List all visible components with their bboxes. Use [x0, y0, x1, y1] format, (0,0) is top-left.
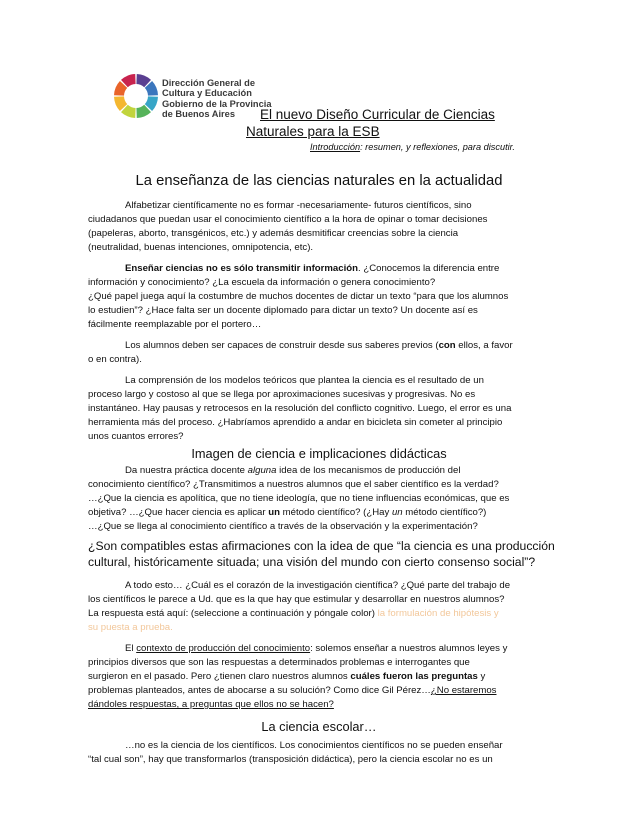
paragraph-line: A todo esto… ¿Cuál es el corazón de la investigación científica? ¿Qué parte del trabajo de	[125, 580, 511, 591]
paragraph-line: principios diversos que son las respuestas a determinados problemas e interrogantes que	[88, 657, 470, 668]
paragraph-line: …no es la ciencia de los científicos. Los conocimientos científicos no se pueden enseñar	[125, 740, 503, 751]
logo-line: Cultura y Educación	[162, 88, 252, 99]
paragraph-line: ciudadanos que puedan usar el conocimiento científico a la hora de opinar o tomar decisiones	[88, 214, 488, 225]
paragraph-line: instantáneo. Hay pausas y retrocesos en la resolución del conflicto cognitivo. Luego, el error es una	[88, 403, 512, 414]
paragraph-line	[125, 464, 460, 477]
text-run: idea de los mecanismos de producción del	[276, 465, 461, 476]
paragraph-line: (neutralidad, buenas intenciones, omnipotencia, etc).	[88, 242, 314, 253]
doc-title-line-1: El nuevo Diseño Curricular de Ciencias	[260, 107, 495, 122]
paragraph-line	[88, 670, 485, 683]
paragraph-line	[88, 684, 496, 697]
paragraph-line: los científicos le parece a Ud. que es la que hay que estimular y desarrollar en nuestros alumnos?	[88, 594, 505, 605]
logo-line: de Buenos Aires	[162, 109, 236, 120]
text-run: ellos, a favor	[455, 340, 513, 351]
paragraph-line: Alfabetizar científicamente no es formar -necesariamente- futuros científicos, sino	[125, 200, 472, 211]
question-line: cultural, históricamente situada; una visión del mundo con cierto consenso social”?	[88, 555, 536, 569]
logo-line: Dirección General de	[162, 78, 256, 88]
text-run: Los alumnos deben ser capaces de construir desde sus saberes previos (	[125, 340, 439, 351]
bold-phrase: cuáles fueron las preguntas	[350, 671, 478, 682]
italic-phrase: un	[391, 507, 403, 518]
paragraph-line	[125, 642, 507, 655]
text-run: La respuesta está aquí: (seleccione a continuación y póngale color)	[88, 608, 375, 619]
paragraph-line: (papeleras, aborto, transgénicos, etc.) y además desmitificar creencias sobre la ciencia	[88, 228, 459, 239]
paragraph-line: unos cuantos errores?	[88, 431, 184, 442]
intro-label: Introducción	[310, 142, 361, 152]
hidden-answer[interactable]: su puesta a prueba.	[88, 622, 173, 633]
paragraph-line: o en contra).	[88, 354, 142, 365]
paragraph-line	[88, 607, 499, 620]
paragraph-line: información y conocimiento? ¿La escuela da información o genera conocimiento?	[88, 277, 436, 288]
text-run: . ¿Conocemos la diferencia entre	[358, 263, 500, 274]
question-line: ¿Son compatibles estas afirmaciones con la idea de que “la ciencia es una producción	[88, 539, 555, 553]
text-run: Da nuestra práctica docente	[125, 465, 248, 476]
bold-phrase: un	[268, 507, 280, 518]
intro-rest: : resumen, y reflexiones, para discutir.	[360, 142, 515, 152]
paragraph-line: proceso largo y costoso al que se llega por aproximaciones sucesivas y progresivas. No es	[88, 389, 476, 400]
paragraph-line: lo estudien”? ¿Hace falta ser un docente diplomado para dictar un texto? Un docente así es	[88, 305, 478, 316]
underlined-phrase: contexto de producción del conocimiento	[136, 643, 311, 654]
text-run: : solemos enseñar a nuestros alumnos leyes y	[310, 643, 508, 654]
section-heading-1: La enseñanza de las ciencias naturales en la actualidad	[135, 173, 503, 189]
logo-line: Gobierno de la Provincia	[162, 98, 272, 109]
paragraph-line: La comprensión de los modelos teóricos que plantea la ciencia es el resultado de un	[125, 375, 484, 386]
intro-line	[310, 142, 515, 152]
paragraph-line	[88, 506, 486, 519]
underlined-phrase: dándoles respuestas, a preguntas que ellos no se hacen?	[88, 699, 334, 710]
italic-phrase: alguna	[247, 465, 277, 476]
section-heading-3: La ciencia escolar…	[261, 719, 377, 734]
paragraph-line: “tal cual son”, hay que transformarlos (transposición didáctica), pero la ciencia escolar no es un	[88, 754, 493, 765]
text-run: método científico?)	[402, 507, 487, 518]
hidden-answer[interactable]: la formulación de hipótesis y	[377, 608, 499, 619]
logo-text	[162, 78, 272, 120]
text-run: objetiva? …¿Que hacer ciencia es aplicar	[88, 507, 269, 518]
bold-phrase: con	[438, 340, 456, 351]
text-run: problemas planteados, antes de abocarse a su solución? Como dice Gil Pérez…	[88, 685, 431, 696]
paragraph-line: conocimiento científico? ¿Transmitimos a nuestros alumnos que el saber científico es la verdad?	[88, 479, 499, 490]
text-run: y	[477, 671, 486, 682]
paragraph-line: …¿Que la ciencia es apolítica, que no tiene ideología, que no tiene influencias económicas, que es	[88, 493, 510, 504]
paragraph-line: …¿Que se llega al conocimiento científico a través de la observación y la experimentación?	[88, 521, 478, 532]
bold-phrase: Enseñar ciencias no es sólo transmitir información	[125, 263, 358, 274]
text-run: surgieron en el pasado. Pero ¿tienen claro nuestros alumnos	[88, 671, 351, 682]
paragraph-line: herramienta más del proceso. ¿Habríamos aprendido a andar en bicicleta sin cometer al principio	[88, 417, 503, 428]
paragraph-line: ¿Qué papel juega aquí la costumbre de muchos docentes de dictar un texto “para que los alumnos	[88, 291, 509, 302]
section-heading-2: Imagen de ciencia e implicaciones didácticas	[191, 446, 447, 461]
text-run: método científico? (¿Hay	[279, 507, 392, 518]
paragraph-line	[125, 339, 513, 352]
text-run: El	[125, 643, 137, 654]
paragraph-line	[125, 262, 499, 275]
underlined-phrase: ¿No estaremos	[430, 685, 497, 696]
doc-title-line-2: Naturales para la ESB	[246, 124, 380, 139]
paragraph-line: fácilmente reemplazable por el portero…	[88, 319, 262, 330]
